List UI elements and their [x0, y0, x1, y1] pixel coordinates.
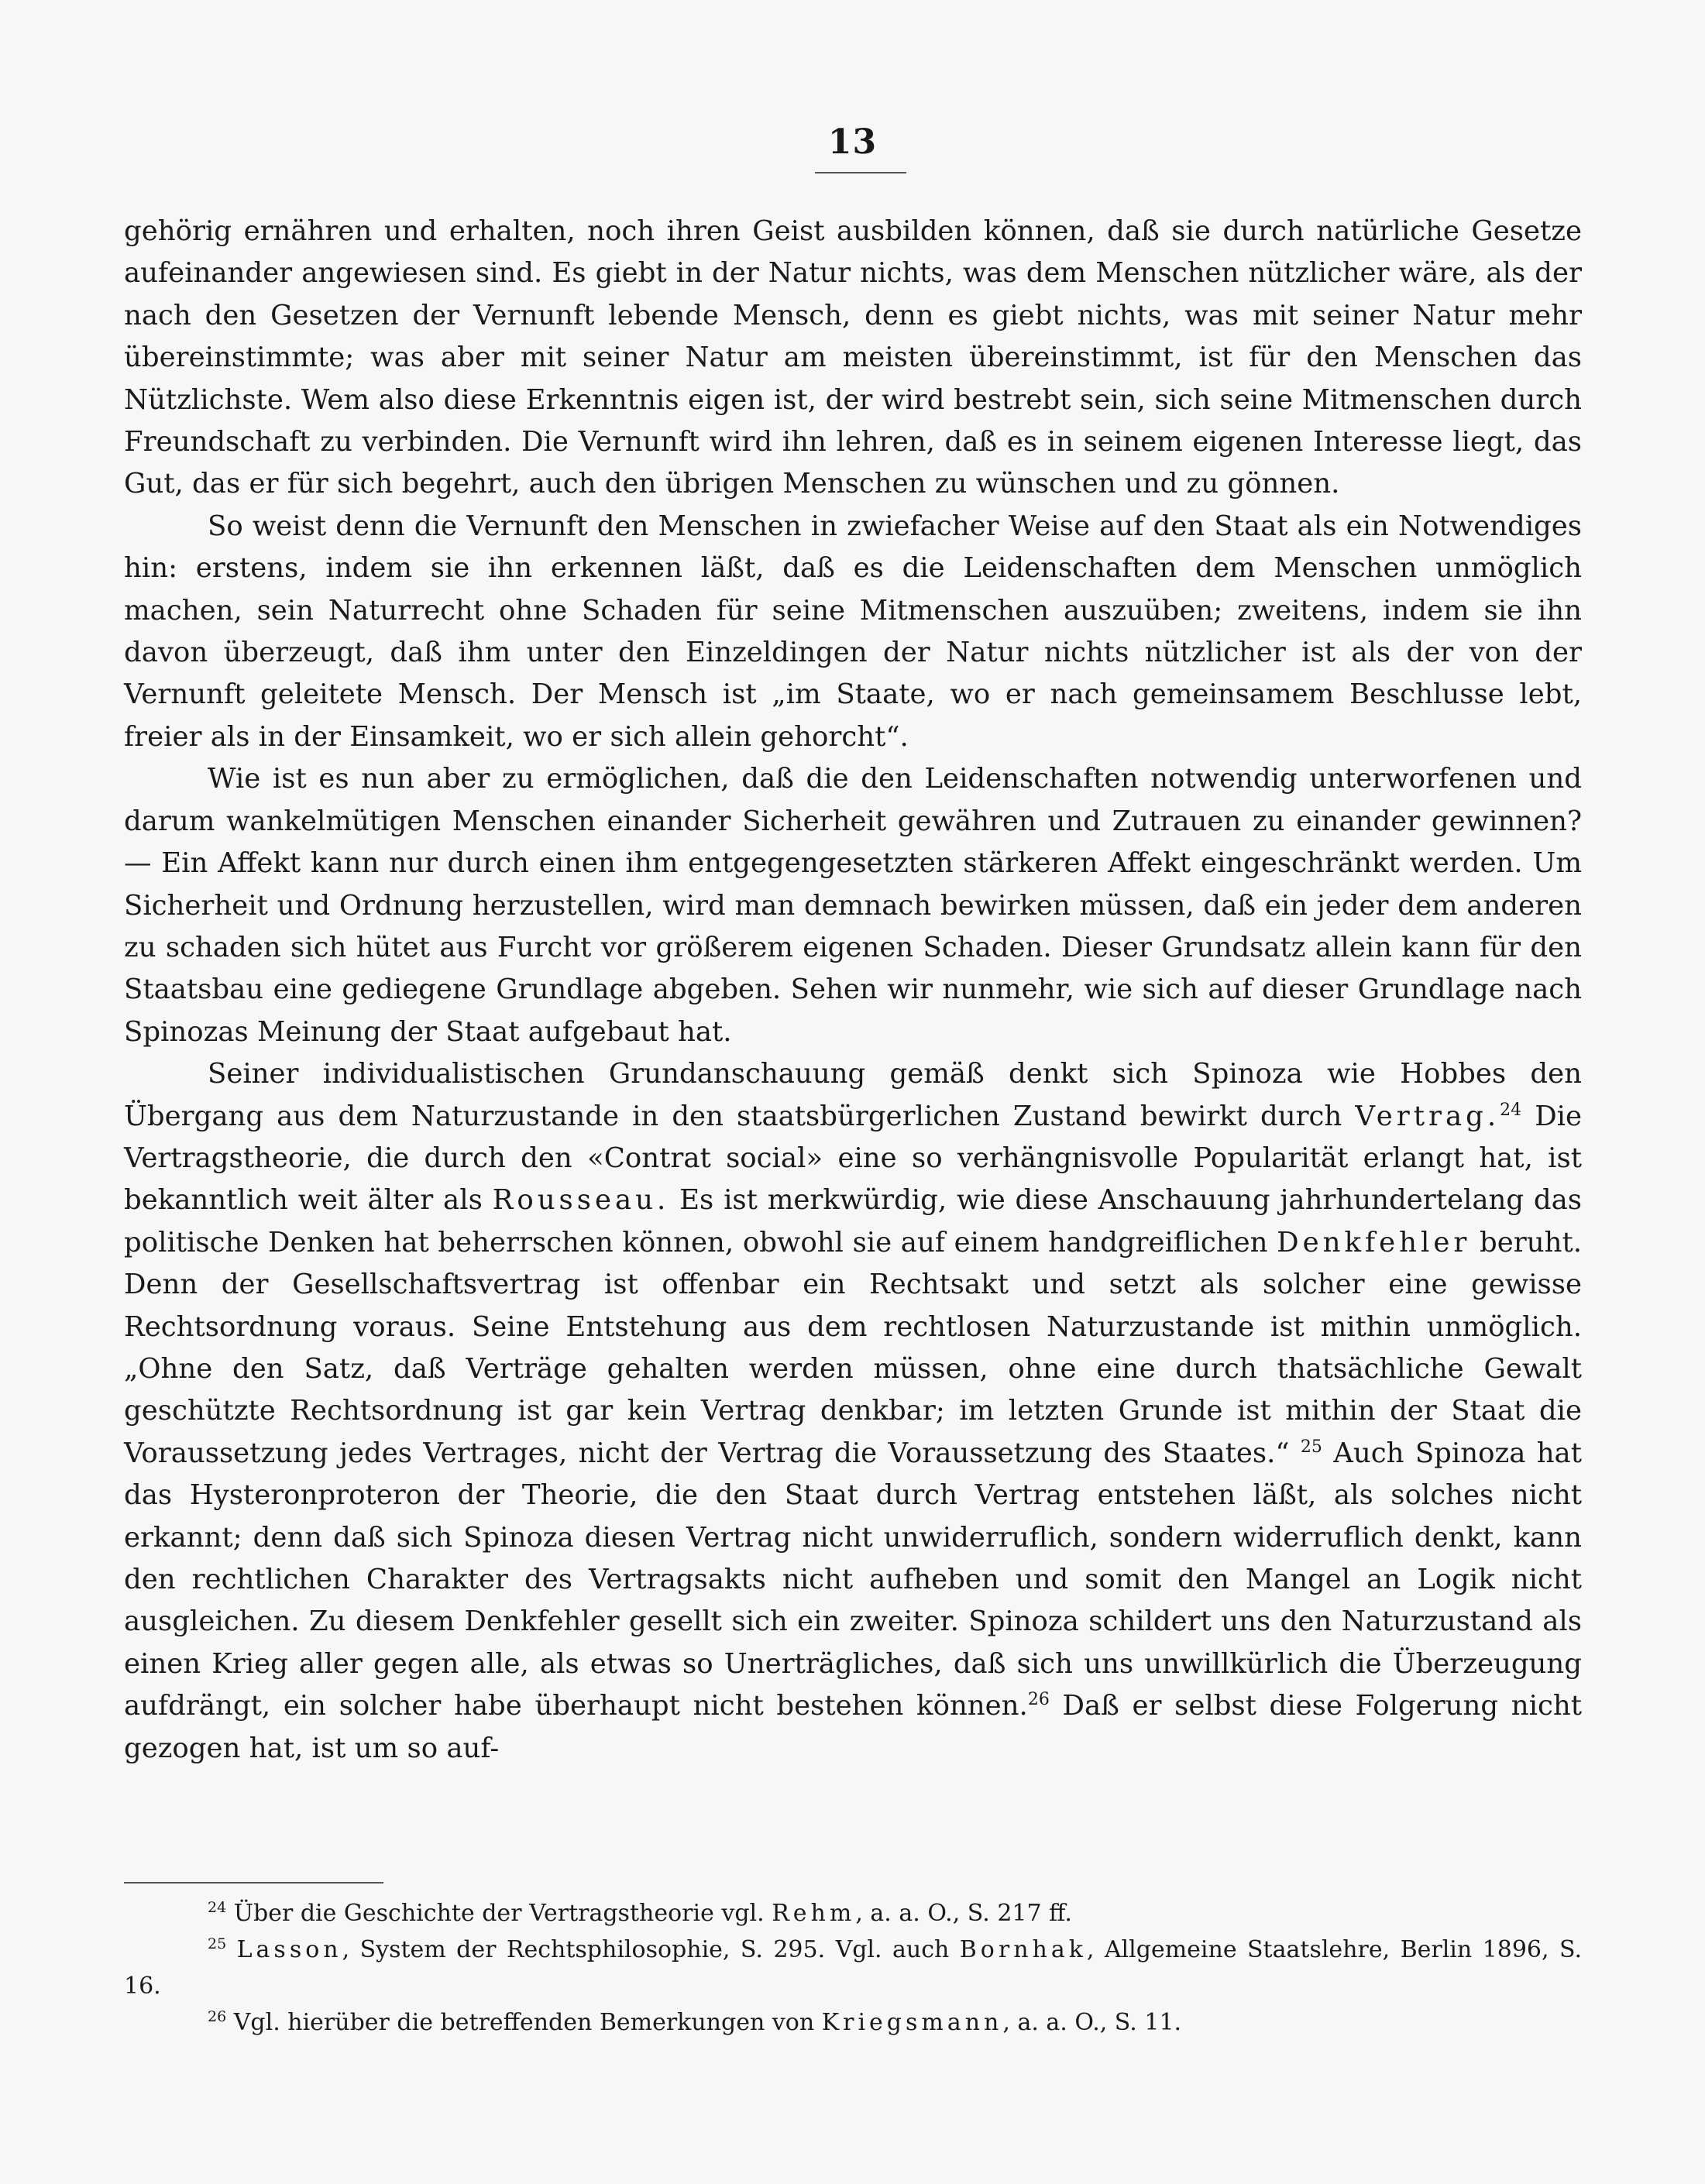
footnote — [124, 1895, 1582, 1932]
footnote — [124, 2004, 1582, 2041]
text-run: Daß er selbst diese Folgerung nicht gezogen hat, ist um so auf- — [124, 1690, 1582, 1764]
text-run: Vgl. hierüber die betreffenden Bemerkungen von — [226, 2009, 822, 2036]
text-run: beruht. Denn der Gesellschaftsvertrag ist offenbar ein Rechtsakt und setzt als solcher eine gewisse Rechtsordnung voraus. Seine Entstehung aus dem rechtlosen Naturzustande ist mithin unmöglich. „Ohne den Satz, daß Verträge gehalten werden müssen, ohne eine durch thatsächliche Gewalt geschützte Rechtsordnung ist gar kein Vertrag denkbar; im letzten Grunde ist mithin der Staat die Voraussetzung jedes Vertrages, nicht der Vertrag die Voraussetzung des Staates.“ — [124, 1226, 1582, 1469]
footnote-marker: 24 — [208, 1899, 227, 1916]
page-number-rule — [815, 172, 906, 173]
emphasized-text: Kriegsmann — [821, 2009, 1003, 2036]
emphasized-text: Bornhak — [959, 1936, 1087, 1963]
footnote-marker: 24 — [1500, 1100, 1522, 1120]
text-run: Die Vertragstheorie, die durch den «Contrat social» eine so verhängnisvolle Popularität erlangt hat, ist bekanntlich weit älter als — [124, 1100, 1583, 1217]
paragraph — [124, 758, 1582, 1053]
footnote-marker: 25 — [208, 1935, 227, 1952]
footnote-marker: 26 — [1027, 1690, 1050, 1710]
text-run: , Allgemeine Staatslehre, Berlin 1896, S. 16. — [124, 1936, 1582, 2000]
text-run: Es ist merkwürdig, wie diese Anschauung jahrhundertelang das politische Denken hat beherrschen können, obwohl sie auf einem handgreiflichen — [124, 1184, 1582, 1259]
emphasized-text: Rehm — [772, 1900, 856, 1927]
footnote-marker: 25 — [1300, 1437, 1322, 1457]
body-text — [124, 211, 1582, 1770]
paragraph — [124, 506, 1582, 758]
text-run: , System der Rechtsphilosophie, S. 295. Vgl. auch — [342, 1936, 960, 1963]
footnotes — [124, 1895, 1582, 2041]
footnote-separator — [124, 1882, 383, 1884]
text-run: So weist denn die Vernunft den Menschen in zwiefacher Weise auf den Staat als ein Notwendiges hin: erstens, indem sie ihn erkennen läßt, daß es die Leidenschaften dem Menschen unmöglich machen, sein Naturrecht ohne Schaden für seine Mitmenschen auszuüben; zweitens, indem sie ihn davon überzeugt, daß ihm unter den Einzeldingen der Natur nichts nützlicher ist als der von der Vernunft geleitete Mensch. Der Mensch ist „im Staate, wo er nach gemeinsamem Beschlusse lebt, freier als in der Einsamkeit, wo er sich allein gehorcht“. — [124, 510, 1582, 753]
text-run: Auch Spinoza hat das Hysteronproteron der Theorie, die den Staat durch Vertrag entstehen läßt, als solches nicht erkannt; denn daß sich Spinoza diesen Vertrag nicht unwiderruflich, sondern widerruflich denkt, kann den rechtlichen Charakter des Vertragsakts nicht aufheben und somit den Mangel an Logik nicht ausgleichen. Zu diesem Denkfehler gesellt sich ein zweiter. Spinoza schildert uns den Naturzustand als einen Krieg aller gegen alle, als etwas so Unerträgliches, daß sich uns unwillkürlich die Überzeugung aufdrängt, ein solcher habe überhaupt nicht bestehen können. — [124, 1437, 1582, 1722]
text-run — [226, 1936, 236, 1963]
emphasized-text: Rousseau. — [492, 1184, 670, 1217]
emphasized-text: Lasson — [236, 1936, 342, 1963]
page-number: 13 — [827, 122, 878, 162]
paragraph — [124, 211, 1582, 506]
text-run: gehörig ernähren und erhalten, noch ihren Geist ausbilden können, daß sie durch natürliche Gesetze aufeinander angewiesen sind. Es giebt in der Natur nichts, was dem Menschen nützlicher wäre, als der nach den Gesetzen der Vernunft lebende Mensch, denn es giebt nichts, was mit seiner Natur mehr übereinstimmte; was aber mit seiner Natur am meisten übereinstimmt, ist für den Menschen das Nützlichste. Wem also diese Erkenntnis eigen ist, der wird bestrebt sein, sich seine Mitmenschen durch Freundschaft zu verbinden. Die Vernunft wird ihn lehren, daß es in seinem eigenen Interesse liegt, das Gut, das er für sich begehrt, auch den übrigen Menschen zu wünschen und zu gönnen. — [124, 215, 1582, 500]
emphasized-text: Vertrag. — [1355, 1100, 1500, 1132]
text-run: Seiner individualistischen Grundanschauung gemäß denkt sich Spinoza wie Hobbes den Übergang aus dem Naturzustande in den staatsbürgerlichen Zustand bewirkt durch — [124, 1058, 1582, 1132]
text-run: Wie ist es nun aber zu ermöglichen, daß die den Leidenschaften notwendig unterworfenen und darum wankelmütigen Menschen einander Sicherheit gewähren und Zutrauen zu einander gewinnen? — Ein Affekt kann nur durch einen ihm entgegengesetzten stärkeren Affekt eingeschränkt werden. Um Sicherheit und Ordnung herzustellen, wird man demnach bewirken müssen, daß ein jeder dem anderen zu schaden sich hütet aus Furcht vor größerem eigenen Schaden. Dieser Grundsatz allein kann für den Staatsbau eine gediegene Grundlage abgeben. Sehen wir nunmehr, wie sich auf dieser Grundlage nach Spinozas Meinung der Staat aufgebaut hat. — [124, 763, 1582, 1048]
text-run: Über die Geschichte der Vertragstheorie vgl. — [226, 1900, 772, 1927]
footnote — [124, 1932, 1582, 2004]
text-run: , a. a. O., S. 217 ff. — [855, 1900, 1072, 1927]
text-run: , a. a. O., S. 11. — [1002, 2009, 1182, 2036]
footnote-marker: 26 — [208, 2008, 227, 2025]
emphasized-text: Denkfehler — [1277, 1226, 1471, 1259]
paragraph — [124, 1053, 1582, 1770]
